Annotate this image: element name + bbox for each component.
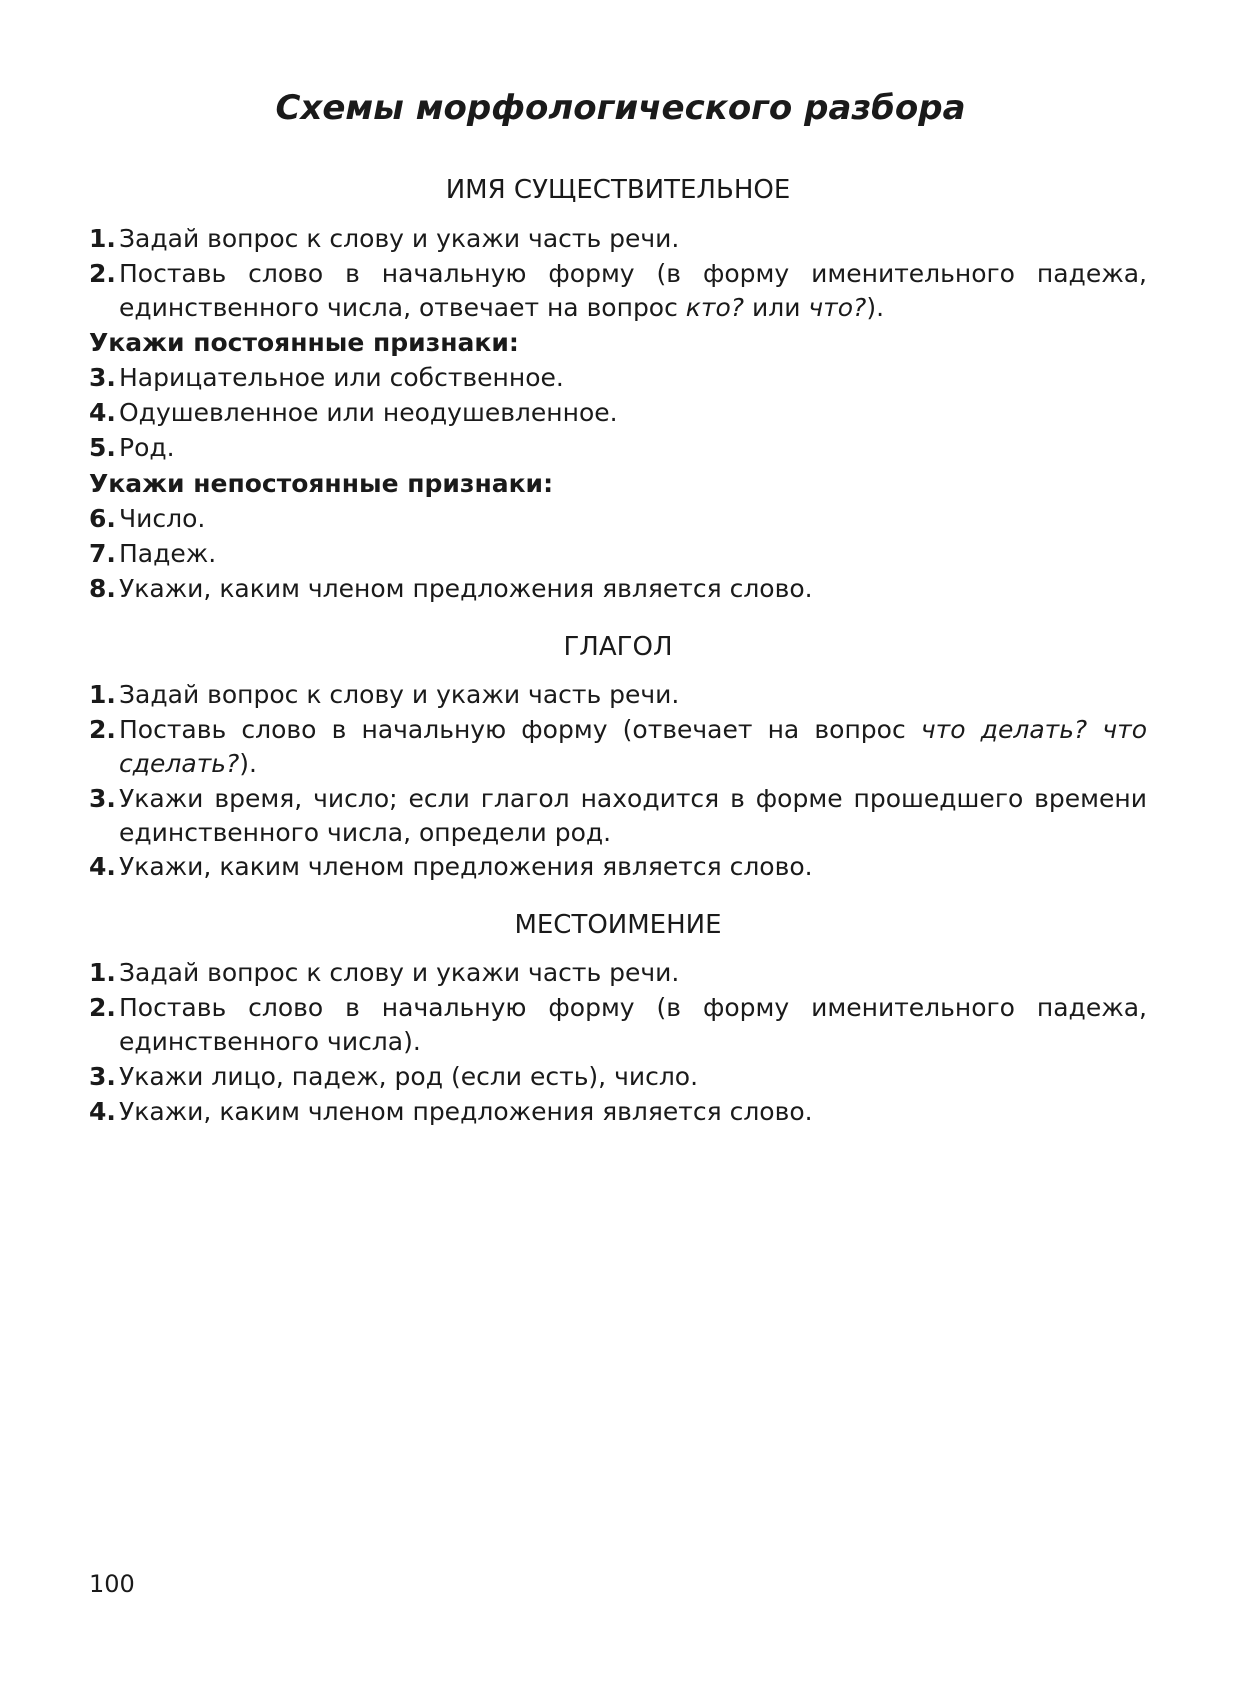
step-text: Задай вопрос к слову и укажи часть речи. [119, 680, 680, 709]
question-word: кто? [685, 293, 745, 322]
verb-step-1 [89, 678, 1147, 712]
step-text: Укажи, каким членом предложения является слово. [119, 852, 813, 881]
step-number: 1. [89, 958, 116, 987]
step-text: Укажи, каким членом предложения является слово. [119, 1097, 813, 1126]
noun-step-7 [89, 537, 1147, 571]
step-number: 4. [89, 1097, 116, 1126]
step-text: Укажи лицо, падеж, род (если есть), число. [119, 1062, 699, 1091]
step-number: 8. [89, 574, 116, 603]
step-text: Нарицательное или собственное. [119, 363, 564, 392]
step-text-part: ). [239, 749, 257, 778]
step-number: 3. [89, 363, 116, 392]
noun-step-1 [89, 222, 1147, 256]
page-title: Схемы морфологического разбора [275, 88, 966, 128]
verb-step-4 [89, 850, 1147, 884]
pronoun-step-3 [89, 1060, 1147, 1094]
pronoun-step-4 [89, 1095, 1147, 1129]
step-text: Число. [119, 504, 206, 533]
pronoun-step-1 [89, 956, 1147, 990]
step-number: 1. [89, 680, 116, 709]
step-number: 4. [89, 852, 116, 881]
step-text: Одушевленное или неодушевленное. [119, 398, 618, 427]
page-number: 100 [89, 1570, 135, 1598]
question-word: что? [808, 293, 867, 322]
step-number: 3. [89, 1062, 116, 1091]
noun-step-5 [89, 431, 1147, 465]
verb-step-3 [89, 782, 1147, 850]
step-text-part: или [744, 293, 809, 322]
step-number: 3. [89, 784, 116, 813]
step-text: Укажи время, число; если глагол находится в форме прошедшего времени единственного числа, определи род. [119, 784, 1147, 847]
step-number: 5. [89, 433, 116, 462]
step-text: Укажи, каким членом предложения является слово. [119, 574, 813, 603]
step-text [119, 713, 1147, 781]
variable-features-heading: Укажи непостоянные признаки: [89, 469, 554, 498]
step-number: 2. [89, 259, 116, 288]
step-text [119, 257, 1147, 325]
step-number: 2. [89, 715, 116, 744]
step-text-part: Поставь слово в начальную форму (в форму именительного падежа, единственного числа, отвечает на вопрос [119, 259, 1147, 322]
noun-step-2 [89, 257, 1147, 325]
step-text: Поставь слово в начальную форму (в форму именительного падежа, единственного числа). [119, 993, 1147, 1056]
section-heading-pronoun: МЕСТОИМЕНИЕ [514, 910, 722, 940]
noun-step-4 [89, 396, 1147, 430]
step-number: 1. [89, 224, 116, 253]
section-heading-verb: ГЛАГОЛ [563, 632, 673, 662]
step-number: 2. [89, 993, 116, 1022]
verb-step-2 [89, 713, 1147, 781]
step-number: 4. [89, 398, 116, 427]
noun-step-3 [89, 361, 1147, 395]
noun-step-8 [89, 572, 1147, 606]
section-heading-noun: ИМЯ СУЩЕСТВИТЕЛЬНОЕ [445, 175, 791, 205]
constant-features-heading: Укажи постоянные признаки: [89, 328, 519, 357]
step-text-part: ). [866, 293, 885, 322]
noun-step-6 [89, 502, 1147, 536]
step-text-part: Поставь слово в начальную форму (отвечает на вопрос [119, 715, 921, 744]
step-text: Род. [119, 433, 175, 462]
step-text: Падеж. [119, 539, 217, 568]
step-text: Задай вопрос к слову и укажи часть речи. [119, 958, 680, 987]
pronoun-step-2 [89, 991, 1147, 1059]
step-text: Задай вопрос к слову и укажи часть речи. [119, 224, 680, 253]
question-word: что делать? что сделать? [119, 715, 1147, 778]
step-number: 6. [89, 504, 116, 533]
step-number: 7. [89, 539, 116, 568]
